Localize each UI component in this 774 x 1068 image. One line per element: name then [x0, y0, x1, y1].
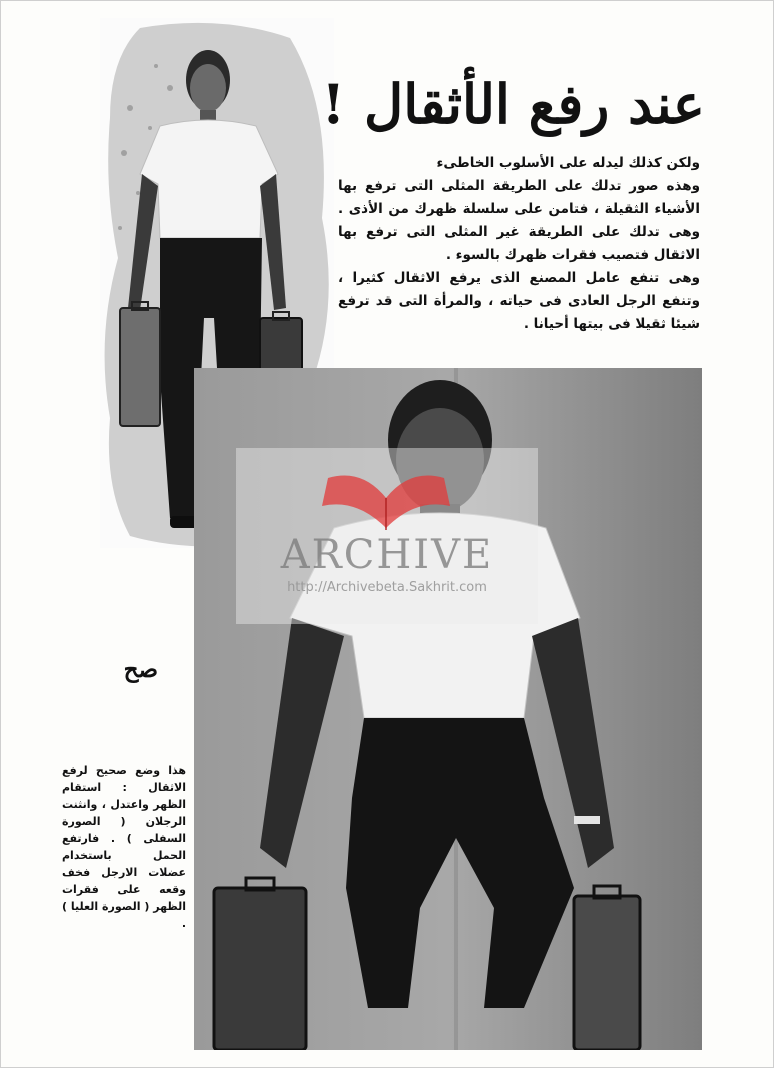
article-headline: عند رفع الأثقال ! — [321, 72, 705, 136]
paragraph: وهذه صور تدلك على الطريقة المثلى التى ترفع بها الأشياء الثقيلة ، فتامن على سلسلة ظهرك من الأذى . وهى تدلك على الطريقة غير المثلى التى ترفع بها الاثقال فتصيب فقرات ظهرك بالسوء . — [338, 178, 700, 263]
correct-label: صح — [123, 656, 158, 683]
photo-caption: هذا وضع صحيح لرفع الاثقال : استقام الظهر واعتدل ، وانثنت الرجلان ( الصورة السفلى ) . فارتفع الحمل باستخدام عضلات الارجل فخف وقعه على فقرات الظهر ( الصورة العليا ) . — [62, 764, 186, 930]
paragraph: ولكن كذلك ليدله على الأسلوب الخاطىء — [436, 155, 700, 171]
watermark-title: ARCHIVE — [280, 532, 494, 578]
paragraph: وهى تنفع عامل المصنع الذى يرفع الاثقال كثيرا ، وتنفع الرجل العادى فى حياته ، والمرأة التى قد ترفع شيئا ثقيلا فى بيتها أحيانا . — [338, 270, 700, 332]
article-body — [338, 152, 700, 336]
watermark-url: http://Archivebeta.Sakhrit.com — [287, 580, 487, 595]
photo-lifting-man — [194, 368, 702, 1050]
